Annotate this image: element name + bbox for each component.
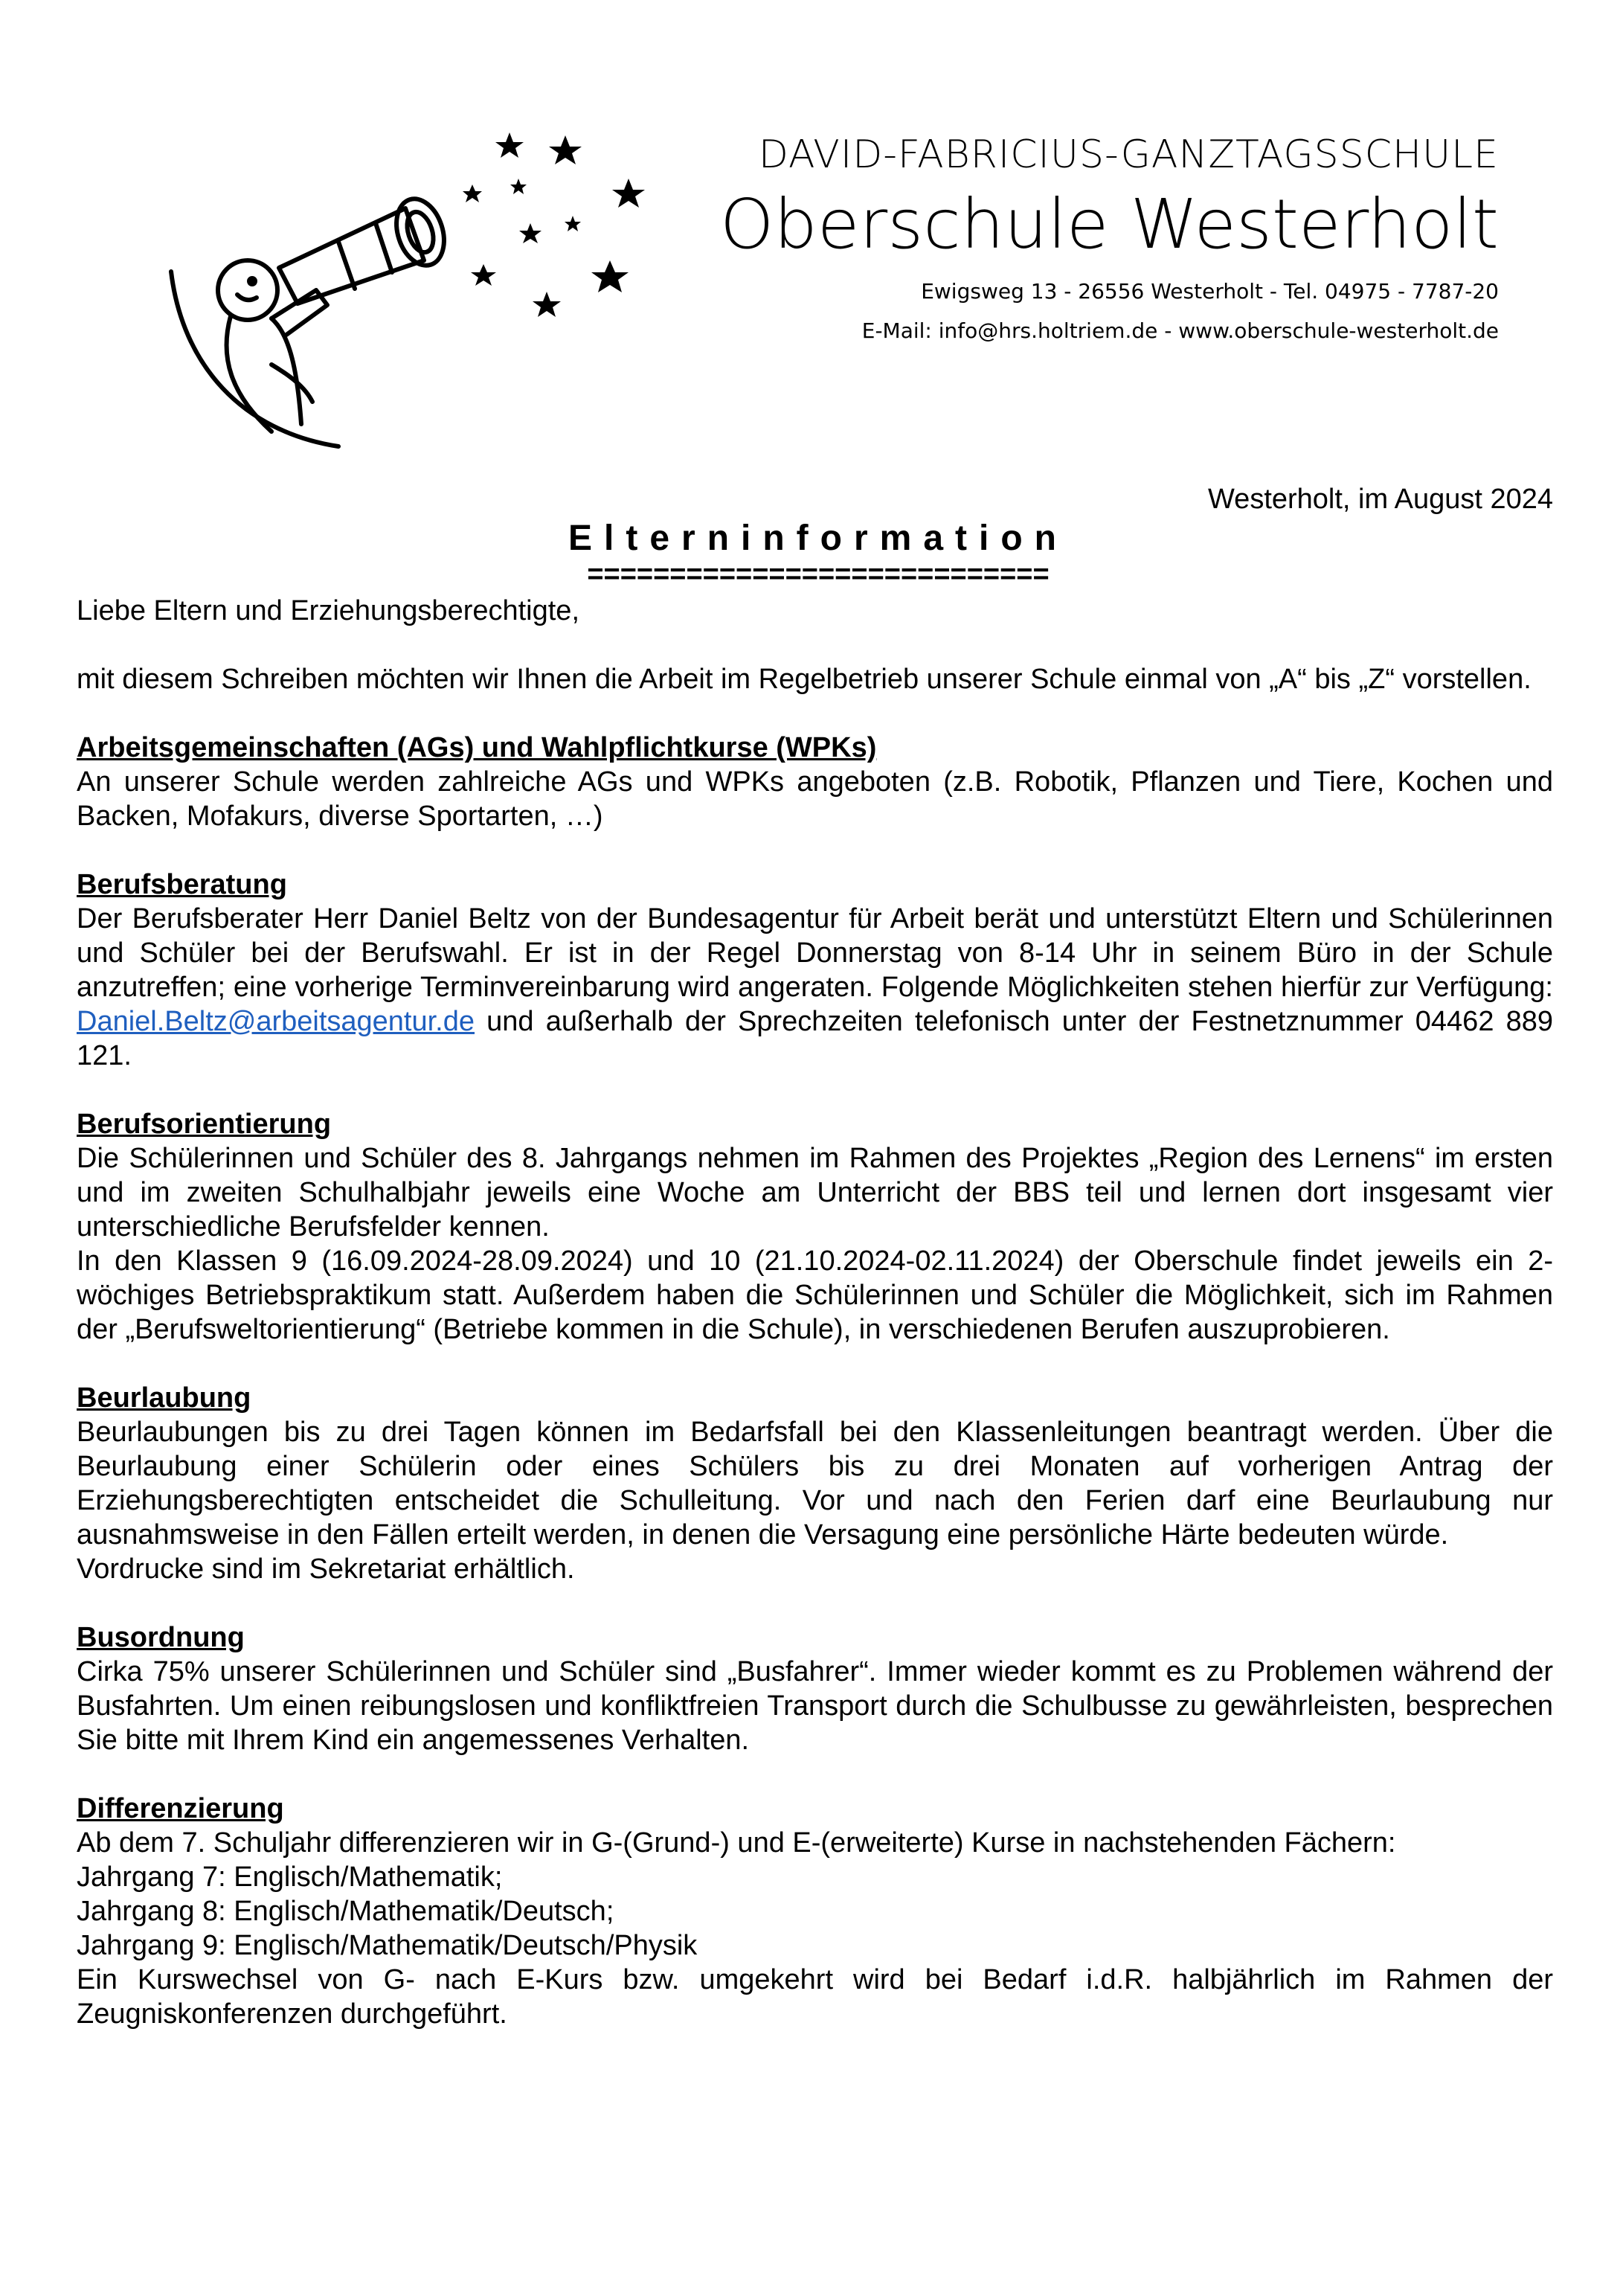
section-text-berufsorientierung-1: Die Schülerinnen und Schüler des 8. Jahrgangs nehmen im Rahmen des Projektes „Region des Lernens“ im ersten und im zweiten Schulhalbjahr jeweils eine Woche am Unterricht der BBS teil und lernen dort insgesamt vier unterschiedliche Berufsfelder kennen.	[77, 1143, 1553, 1242]
section-text-berufsorientierung-2: In den Klassen 9 (16.09.2024-28.09.2024) und 10 (21.10.2024-02.11.2024) der Oberschule findet jeweils ein 2-wöchiges Betriebspraktikum statt. Außerdem haben die Schülerinnen und Schüler die Möglichkeit, sich im Rahmen der „Berufsweltorientierung“ (Betriebe kommen in die Schule), in verschiedenen Berufen auszuprobieren.	[77, 1245, 1553, 1345]
section-text-ags: An unserer Schule werden zahlreiche AGs und WPKs angeboten (z.B. Robotik, Pflanzen und Tiere, Kochen und Backen, Mofakurs, diverse Sportarten, …)	[77, 766, 1553, 832]
berufsberatung-text-before: Der Berufsberater Herr Daniel Beltz von der Bundesagentur für Arbeit berät und unterstützt Eltern und Schülerinnen und Schüler bei der Berufswahl. Er ist in der Regel Donnerstag von 8-14 Uhr in seinem Büro in der Schule anzutreffen; eine vorherige Terminvereinbarung wird angeraten. Folgende Möglichkeiten stehen hierfür zur Verfügung:	[77, 903, 1553, 1003]
school-name-line2: Oberschule Westerholt	[720, 185, 1499, 264]
section-text-differenzierung-intro: Ab dem 7. Schuljahr differenzieren wir in G-(Grund-) und E-(erweiterte) Kurse in nachstehenden Fächern:	[77, 1827, 1396, 1859]
section-text-beurlaubung: Beurlaubungen bis zu drei Tagen können im Bedarfsfall bei den Klassenleitungen beantragt werden. Über die Beurlaubung einer Schülerin oder eines Schülers bis zu drei Monaten auf vorherigen Antrag der Erziehungsberechtigten entscheidet die Schulleitung. Vor und nach den Ferien darf eine Beurlaubung nur ausnahmsweise in den Fällen erteilt werden, in denen die Versagung eine persönliche Härte bedeuten würde.	[77, 1417, 1553, 1551]
intro-paragraph: mit diesem Schreiben möchten wir Ihnen die Arbeit im Regelbetrieb unserer Schule einmal von „A“ bis „Z“ vorstellen.	[77, 664, 1532, 695]
list-item: Jahrgang 7: Englisch/Mathematik;	[77, 1862, 503, 1893]
section-heading-berufsberatung: Berufsberatung	[77, 869, 287, 900]
section-text-busordnung: Cirka 75% unserer Schülerinnen und Schüler sind „Busfahrer“. Immer wieder kommt es zu Problemen während der Busfahrten. Um einen reibungslosen und konfliktfreien Transport durch die Schulbusse zu gewährleisten, besprechen Sie bitte mit Ihrem Kind ein angemessenes Verhalten.	[77, 1656, 1553, 1756]
letter-title: Elterninformation	[568, 519, 1068, 558]
section-heading-busordnung: Busordnung	[77, 1622, 245, 1653]
list-item: Jahrgang 9: Englisch/Mathematik/Deutsch/Physik	[77, 1930, 698, 1961]
letter-date: Westerholt, im August 2024	[1208, 484, 1553, 515]
school-address: Ewigsweg 13 - 26556 Westerholt - Tel. 04975 - 7787-20	[921, 279, 1499, 304]
letter-body	[77, 594, 1553, 2031]
berufsberatung-text-after: und außerhalb der Sprechzeiten telefonisch unter der Festnetznummer 04462 889 121.	[77, 1006, 1553, 1071]
berufsberater-email-link[interactable]: Daniel.Beltz@arbeitsagentur.de	[77, 1006, 475, 1037]
section-heading-differenzierung: Differenzierung	[77, 1793, 284, 1824]
title-underline: ============================	[587, 559, 1050, 590]
section-heading-berufsorientierung: Berufsorientierung	[77, 1109, 332, 1140]
section-text-differenzierung: Ein Kurswechsel von G- nach E-Kurs bzw. umgekehrt wird bei Bedarf i.d.R. halbjährlich im Rahmen der Zeugniskonferenzen durchgeführt.	[77, 1964, 1553, 2030]
school-contact: E-Mail: info@hrs.holtriem.de - www.oberschule-westerholt.de	[861, 318, 1499, 343]
salutation: Liebe Eltern und Erziehungsberechtigte,	[77, 595, 580, 626]
list-item: Jahrgang 8: Englisch/Mathematik/Deutsch;	[77, 1896, 614, 1927]
section-text-berufsberatung	[77, 902, 1553, 1073]
school-name-line1: DAVID-FABRICIUS-GANZTAGSSCHULE	[758, 132, 1499, 177]
section-text-beurlaubung-2: Vordrucke sind im Sekretariat erhältlich.	[77, 1553, 575, 1585]
section-heading-beurlaubung: Beurlaubung	[77, 1382, 251, 1414]
section-heading-ags: Arbeitsgemeinschaften (AGs) und Wahlpflichtkurse (WPKs)	[77, 732, 877, 763]
school-logo-telescope-icon	[160, 119, 666, 461]
